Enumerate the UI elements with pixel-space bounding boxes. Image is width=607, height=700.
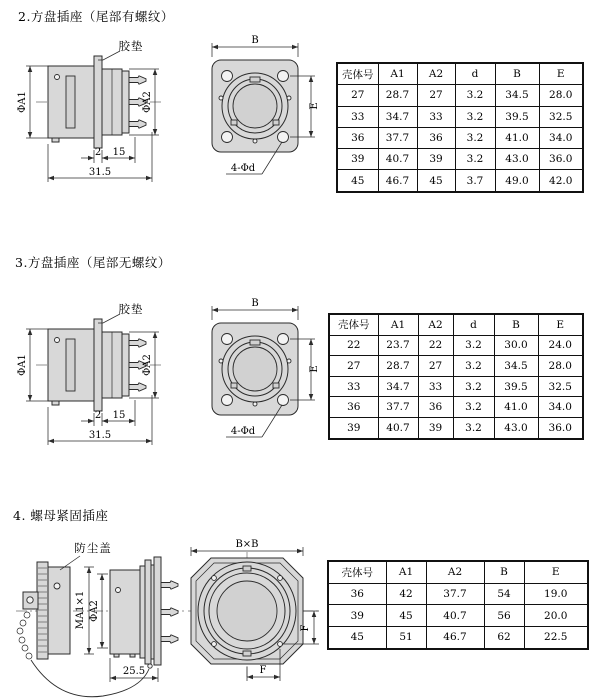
table-cell: 3.2 [453,376,494,397]
table-cell: 3.2 [453,335,494,356]
dim-f-horizontal: F [259,665,267,676]
table-cell: 34.7 [378,106,417,127]
table-cell: 41.0 [495,127,539,148]
table-row [328,627,588,649]
section2-side-view [17,39,164,182]
table-cell: 28.7 [378,356,418,377]
table-row [337,85,583,106]
table-header-cell: A2 [426,561,484,583]
table-cell: 33 [329,376,378,397]
table-cell: 22 [418,335,453,356]
table-header-cell: A1 [386,561,426,583]
dim-f-vertical: F [300,624,311,632]
table-cell: 45 [337,170,378,192]
table-cell: 39 [337,149,378,170]
table-cell: 46.7 [378,170,417,192]
gasket-label: 胶垫 [118,39,144,53]
table-header-cell: B [484,561,524,583]
table-cell: 33 [337,106,378,127]
mounting-holes-label: 4-Φd [230,163,256,174]
table-cell: 43.0 [495,149,539,170]
table-header-row [329,314,583,335]
table-cell: 42.0 [539,170,583,192]
dust-cap-label: 防尘盖 [74,541,112,555]
table-cell: 46.7 [426,627,484,649]
table-row [337,149,583,170]
table-row [329,397,583,418]
table-row [329,417,583,438]
table-cell: 34.0 [538,397,583,418]
dim-total-length: 31.5 [88,430,112,441]
table-cell: 3.2 [453,356,494,377]
table-cell: 27 [337,85,378,106]
table-cell: 28.7 [378,85,417,106]
section-title-threaded: 2.方盘插座（尾部有螺纹） [18,9,174,24]
table-cell: 40.7 [378,417,418,438]
table-row [337,106,583,127]
table-cell: 36.0 [539,149,583,170]
table-cell: 27 [329,356,378,377]
dust-cap-knurl [37,562,48,659]
table-cell: 28.0 [539,85,583,106]
table-header-cell: 壳体号 [337,63,378,85]
table-cell: 39 [329,417,378,438]
table-cell: 22 [329,335,378,356]
dim-gasket-thickness: 2 [94,147,102,158]
table-header-cell: B [495,63,539,85]
table-cell: 39 [417,149,455,170]
table-row [329,376,583,397]
dim-gasket-thickness: 2 [94,410,102,421]
table-cell: 36 [337,127,378,148]
table-cell: 45 [417,170,455,192]
table-cell: 24.0 [538,335,583,356]
dim-bxb: B×B [235,539,259,550]
table-row [337,127,583,148]
table-cell: 36 [328,583,386,605]
table-cell: 39.5 [495,106,539,127]
table-cell: 34.7 [378,376,418,397]
table-cell: 27 [418,356,453,377]
dim-b: B [251,35,259,46]
table-header-cell: A2 [418,314,453,335]
table-header-cell: d [455,63,495,85]
table-cell: 3.2 [455,149,495,170]
mounting-flange [154,557,161,665]
table-header-cell: d [453,314,494,335]
dim-e: E [309,365,320,373]
dim-tail-length: 15 [112,410,126,421]
table-cell: 3.2 [453,417,494,438]
mounting-holes-label: 4-Φd [230,426,256,437]
table-header-cell: A1 [378,314,418,335]
table-cell: 39.5 [494,376,538,397]
table-cell: 42 [386,583,426,605]
table-cell: 3.7 [455,170,495,192]
gasket-label: 胶垫 [118,302,144,316]
dim-phi-a1: ΦA1 [17,91,28,113]
spec-table-nut [327,560,589,650]
dim-b: B [251,298,259,309]
dim-phi-a2: ΦA2 [142,91,153,113]
table-cell: 34.0 [539,127,583,148]
table-header-cell: E [539,63,583,85]
table-cell: 39 [418,417,453,438]
section-title-nut: 4. 螺母紧固插座 [13,508,109,523]
table-cell: 54 [484,583,524,605]
table-cell: 34.5 [494,356,538,377]
table-cell: 20.0 [524,605,588,627]
table-cell: 37.7 [426,583,484,605]
table-cell: 37.7 [378,127,417,148]
table-cell: 39 [328,605,386,627]
table-cell: 33 [417,106,455,127]
table-header-row [337,63,583,85]
table-cell: 45 [328,627,386,649]
fastening-nut [140,566,145,658]
dim-tail-length: 15 [112,147,126,158]
table-cell: 22.5 [524,627,588,649]
table-cell: 32.5 [538,376,583,397]
table-cell: 33 [418,376,453,397]
table-cell: 19.0 [524,583,588,605]
chain [17,612,32,659]
table-row [337,170,583,192]
table-header-cell: B [494,314,538,335]
table-cell: 27 [417,85,455,106]
dust-cap-body [48,567,70,654]
table-row [328,583,588,605]
table-cell: 32.5 [539,106,583,127]
dim-phi-a2: ΦA2 [142,354,153,376]
dim-total-length: 25.5 [122,666,146,677]
socket-body [110,570,140,654]
table-cell: 30.0 [494,335,538,356]
table-cell: 23.7 [378,335,418,356]
table-cell: 3.2 [453,397,494,418]
table-cell: 51 [386,627,426,649]
dim-e: E [309,102,320,110]
table-cell: 37.7 [378,397,418,418]
table-header-cell: A2 [417,63,455,85]
spec-table-threaded [336,62,584,193]
section4-side-view [16,541,186,697]
dim-phi-a1: ΦA1 [17,354,28,376]
table-cell: 41.0 [494,397,538,418]
section2-front-view [212,35,320,174]
dim-phi-a2: ΦA2 [89,600,100,622]
section3-views-geometry [26,306,315,445]
table-cell: 28.0 [538,356,583,377]
dim-thread: MA1×1 [75,590,86,630]
table-header-cell: 壳体号 [329,314,378,335]
table-header-cell: E [524,561,588,583]
table-header-cell: 壳体号 [328,561,386,583]
table-header-row [328,561,588,583]
table-cell: 49.0 [495,170,539,192]
table-row [329,335,583,356]
table-header-cell: E [538,314,583,335]
table-cell: 3.2 [455,106,495,127]
table-cell: 36 [418,397,453,418]
table-cell: 40.7 [426,605,484,627]
table-cell: 62 [484,627,524,649]
table-cell: 36.0 [538,417,583,438]
spec-table-plain [328,313,584,440]
table-cell: 3.2 [455,85,495,106]
table-cell: 43.0 [494,417,538,438]
table-cell: 3.2 [455,127,495,148]
table-cell: 36 [417,127,455,148]
table-cell: 36 [329,397,378,418]
table-row [329,356,583,377]
table-row [328,605,588,627]
section-title-plain: 3.方盘插座（尾部无螺纹） [15,255,171,270]
table-cell: 56 [484,605,524,627]
table-header-cell: A1 [378,63,417,85]
table-cell: 34.5 [495,85,539,106]
table-cell: 45 [386,605,426,627]
section4-front-view [188,539,319,681]
dim-total-length: 31.5 [88,167,112,178]
table-cell: 40.7 [378,149,417,170]
